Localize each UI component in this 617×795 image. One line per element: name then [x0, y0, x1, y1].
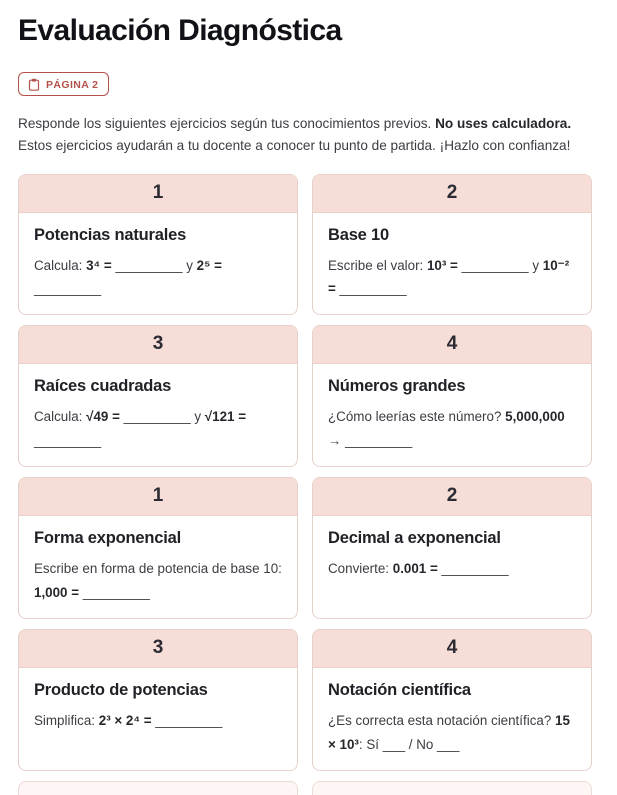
exercise-card — [18, 174, 298, 316]
exercise-card-body — [19, 364, 297, 466]
exercise-card — [312, 325, 592, 467]
card-text: Escribe el valor: 10³ = _________ y 10⁻² = _________ — [328, 257, 570, 296]
exercise-card-body — [19, 213, 297, 315]
clipboard-icon — [28, 78, 40, 91]
card-number: 3 — [152, 333, 164, 355]
card-title: Potencias naturales — [34, 225, 187, 244]
exercise-card-body — [313, 213, 591, 315]
exercise-card-body — [313, 364, 591, 466]
page-title: Evaluación Diagnóstica — [18, 14, 342, 47]
card-number: 2 — [446, 181, 458, 203]
exercise-card-header — [19, 326, 297, 364]
exercise-card-header — [19, 630, 297, 668]
card-title: Producto de potencias — [34, 681, 208, 700]
exercise-card — [18, 629, 298, 771]
card-title: Notación científica — [328, 681, 471, 700]
exercise-card-header — [313, 478, 591, 516]
card-title: Decimal a exponencial — [328, 529, 501, 548]
exercise-card-body — [19, 516, 297, 618]
exercise-card — [18, 477, 298, 619]
card-text: Simplifica: 2³ × 2⁴ = _________ — [34, 713, 223, 729]
exercise-card-body — [313, 516, 591, 594]
page-badge — [18, 72, 109, 96]
card-number: 4 — [446, 637, 458, 659]
cards-grid — [18, 174, 592, 772]
card-number: 4 — [446, 333, 458, 355]
card-text: Calcula: √49 = _________ y √121 = _________ — [34, 409, 247, 448]
exercise-card-header — [313, 326, 591, 364]
card-title: Raíces cuadradas — [34, 377, 172, 396]
page-badge-label: PÁGINA 2 — [46, 78, 99, 91]
cutoff-card — [18, 781, 298, 795]
exercise-card-header — [313, 175, 591, 213]
exercise-card-body — [313, 668, 591, 770]
card-number: 1 — [152, 485, 164, 507]
exercise-card-header — [19, 175, 297, 213]
next-row-peek — [18, 781, 592, 795]
exercise-card-body — [19, 668, 297, 746]
exercise-card — [312, 629, 592, 771]
card-title: Forma exponencial — [34, 529, 181, 548]
intro-paragraph: Responde los siguientes ejercicios según tus conocimientos previos. No uses calculadora. Estos ejercicios ayudarán a tu docente a conocer tu punto de partida. ¡Hazlo con confianza! — [18, 116, 572, 153]
exercise-card — [18, 325, 298, 467]
card-title: Base 10 — [328, 225, 389, 244]
card-number: 3 — [152, 637, 164, 659]
card-number: 1 — [152, 181, 164, 203]
card-text: ¿Cómo leerías este número? 5,000,000 → _________ — [328, 409, 565, 448]
exercise-card — [312, 477, 592, 619]
exercise-card-header — [313, 630, 591, 668]
card-text: Calcula: 3⁴ = _________ y 2⁵ = _________ — [34, 257, 222, 296]
exercise-card — [312, 174, 592, 316]
card-text: Convierte: 0.001 = _________ — [328, 561, 509, 577]
exercise-card-header — [19, 478, 297, 516]
card-title: Números grandes — [328, 377, 466, 396]
card-text: ¿Es correcta esta notación científica? 15 × 10³: Sí ___ / No ___ — [328, 713, 570, 752]
card-number: 2 — [446, 485, 458, 507]
cutoff-card — [312, 781, 592, 795]
card-text: Escribe en forma de potencia de base 10: 1,000 = _________ — [34, 561, 282, 600]
